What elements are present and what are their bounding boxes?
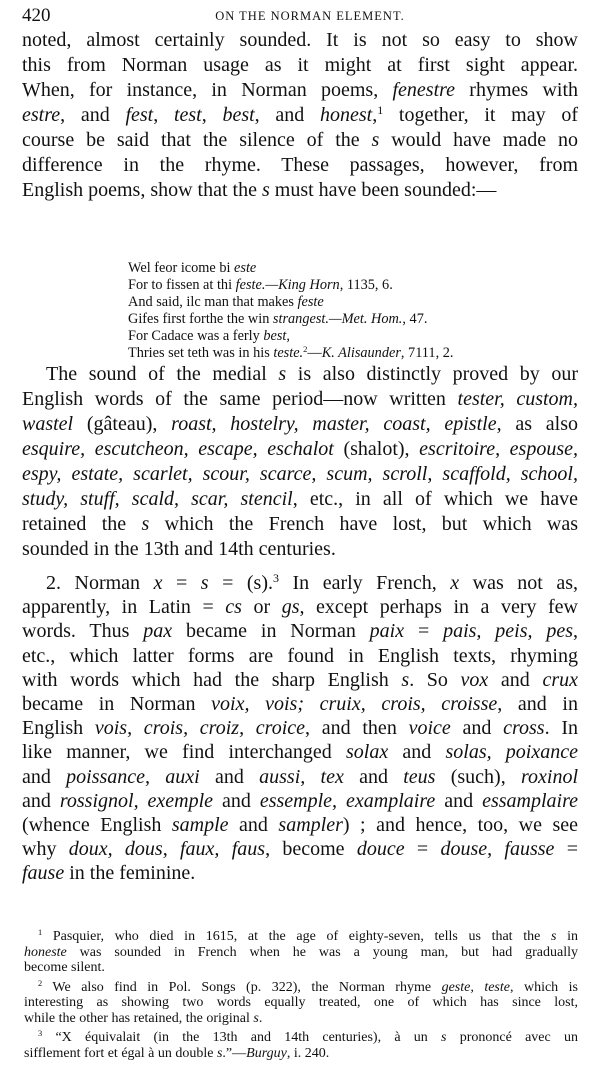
footnote-ref: 3 — [273, 570, 279, 585]
italic-run: s — [261, 179, 270, 201]
italic-run: paix — [369, 620, 405, 643]
text-run: , and in — [497, 693, 578, 716]
text-run: For Cadace was a ferly — [128, 328, 264, 344]
text-run: retained the — [22, 513, 142, 535]
text-run: , — [573, 620, 579, 643]
italic-run: cross — [503, 717, 545, 740]
italic-run: tester, custom, — [457, 388, 578, 410]
italic-run: estre — [22, 104, 61, 126]
text-line — [22, 692, 578, 716]
text-run: was not as, — [459, 572, 578, 594]
italic-run: teste. — [273, 345, 304, 361]
text-run: or — [241, 596, 282, 619]
text-run: (whence English — [22, 814, 172, 837]
text-run: When, for instance, in Norman poems, — [22, 79, 393, 101]
text-run: And said, ilc man that makes — [128, 294, 298, 310]
text-line — [22, 813, 578, 837]
italic-run: s — [216, 1045, 223, 1061]
italic-run: strangest.—Met. Hom. — [272, 311, 403, 327]
text-run: (shalot), — [333, 438, 420, 460]
text-line — [22, 362, 578, 387]
italic-run: doux, dous, faux, faus — [68, 838, 266, 861]
text-run: would have made no — [379, 129, 578, 151]
italic-run: s — [551, 929, 557, 944]
text-line — [128, 294, 453, 311]
text-run: , and — [60, 104, 126, 126]
italic-run: s — [253, 1010, 259, 1026]
text-line — [128, 277, 453, 294]
text-run: Thries set teth was in his — [128, 345, 274, 361]
italic-run: best — [222, 104, 255, 126]
text-line — [22, 128, 578, 153]
italic-run: vois, crois, croiz, croice — [94, 717, 306, 740]
text-run: , — [201, 104, 223, 126]
text-run: and — [343, 765, 404, 788]
italic-run: essamplaire — [482, 789, 578, 812]
text-line — [22, 595, 578, 619]
italic-run: s — [200, 572, 209, 594]
text-run: and — [488, 668, 543, 691]
footnote-ref: 2 — [38, 978, 43, 988]
italic-run: crux — [542, 668, 578, 691]
text-line — [24, 1046, 578, 1062]
text-line — [22, 153, 578, 178]
text-run: is also distinctly proved by our — [286, 363, 578, 385]
footnote-ref: 2 — [303, 343, 308, 354]
text-line — [128, 328, 453, 345]
text-line — [22, 837, 578, 861]
italic-run: x — [153, 572, 163, 594]
text-run: prononcé avec un — [446, 1030, 578, 1045]
text-run: in — [556, 929, 578, 944]
italic-run: s — [441, 1030, 447, 1045]
text-line — [24, 929, 578, 945]
text-run: difference in the rhyme. These passages, however, from — [22, 154, 578, 176]
text-run: and — [213, 789, 260, 812]
text-run: , i. 240. — [286, 1045, 330, 1061]
text-run: which the French have lost, but which was — [149, 513, 578, 535]
paragraph-medial-s — [22, 362, 578, 562]
italic-run: roast, hostelry, master, coast, epistle — [171, 413, 497, 435]
text-run: = — [554, 838, 579, 861]
paragraph-continuation — [22, 28, 578, 203]
text-run: together, it may of — [383, 104, 578, 126]
italic-run: wastel — [22, 413, 74, 435]
text-run: became in Norman — [172, 620, 370, 643]
italic-run: K. Alisaunder — [321, 345, 401, 361]
text-line — [22, 512, 578, 537]
italic-run: s — [371, 129, 380, 151]
text-run: , which is — [509, 979, 579, 995]
text-run: words. Thus — [22, 620, 144, 643]
text-run: (such), — [435, 765, 521, 788]
italic-run: roxinol — [520, 765, 578, 788]
text-run: English words of the same period—now written — [22, 388, 458, 410]
italic-run: espy, estate, scarlet, scour, scarce, scum, scroll, scaffold, school, — [22, 463, 578, 485]
italic-run: s — [278, 363, 287, 385]
text-run: , etc., in all of which we have — [292, 488, 579, 510]
text-line — [24, 960, 578, 976]
text-run: , 47. — [402, 311, 428, 327]
italic-run: x — [450, 572, 460, 594]
text-run: Gifes first forthe the win — [128, 311, 273, 327]
italic-run: pais, peis, pes — [443, 620, 574, 643]
text-run: = — [162, 572, 201, 594]
text-line — [128, 311, 453, 328]
text-run: like manner, we find interchanged — [22, 741, 346, 764]
italic-run: Burguy — [246, 1045, 287, 1061]
text-line — [22, 387, 578, 412]
text-line — [22, 28, 578, 53]
italic-run: s — [141, 513, 150, 535]
text-line — [22, 178, 578, 203]
text-run: ) ; and hence, too, we see — [342, 814, 578, 837]
text-run: while the other has retained, the original — [24, 1010, 254, 1026]
footnote-ref: 3 — [38, 1028, 43, 1038]
footnote-1 — [24, 929, 578, 976]
text-run: this from Norman usage as it might at first sight appear. — [22, 54, 578, 76]
italic-run: essemple, examplaire — [259, 789, 436, 812]
text-run: English — [22, 717, 95, 740]
text-run: in the feminine. — [64, 862, 196, 885]
text-run: and — [435, 789, 483, 812]
text-run: = — [404, 620, 444, 643]
text-run: must have been sounded:— — [269, 179, 497, 201]
text-run: , 1135, 6. — [339, 277, 393, 293]
text-run: = — [404, 838, 441, 861]
text-run: and — [450, 717, 504, 740]
text-run: and — [388, 741, 446, 764]
italic-run: honeste — [24, 944, 67, 960]
italic-run: teus — [403, 765, 436, 788]
text-run: . So — [409, 668, 461, 691]
text-line — [22, 861, 578, 885]
paragraph-norman-x — [22, 571, 578, 886]
italic-run: test — [173, 104, 202, 126]
text-run: became in Norman — [22, 693, 212, 716]
text-run: , — [372, 104, 378, 126]
text-run: noted, almost certainly sounded. It is not so easy to show — [22, 29, 578, 51]
italic-run: este — [234, 260, 257, 276]
text-line — [22, 644, 578, 668]
text-run: etc., which latter forms are found in English texts, rhyming — [22, 644, 578, 667]
italic-run: study, stuff, scald, scar, stencil — [22, 488, 293, 510]
italic-run: feste — [297, 294, 324, 310]
text-run: .”— — [222, 1045, 247, 1061]
text-run: and — [199, 765, 260, 788]
text-run: sounded in the 13th and 14th centuries. — [22, 538, 336, 560]
text-run: , and — [254, 104, 320, 126]
italic-run: solas, poixance — [445, 741, 578, 764]
text-line — [22, 789, 578, 813]
text-run: why — [22, 838, 69, 861]
text-run: , become — [265, 838, 357, 861]
text-line — [22, 619, 578, 643]
text-run: and — [228, 814, 279, 837]
text-run: with words which had the sharp English — [22, 668, 402, 691]
text-line — [128, 345, 453, 362]
italic-run: fenestre — [392, 79, 456, 101]
text-run: English poems, show that the — [22, 179, 262, 201]
footnote-3 — [24, 1030, 578, 1061]
italic-run: fest — [125, 104, 154, 126]
text-line — [24, 945, 578, 961]
text-line — [22, 437, 578, 462]
text-run: , 7111, 2. — [400, 345, 454, 361]
footnote-2 — [24, 980, 578, 1027]
text-line — [24, 1030, 578, 1046]
text-line — [22, 740, 578, 764]
italic-run: rossignol, exemple — [59, 789, 214, 812]
text-line — [22, 668, 578, 692]
italic-run: cs — [225, 596, 242, 619]
text-line — [22, 103, 578, 128]
text-run: rhymes with — [455, 79, 578, 101]
text-run: For to fissen at thi — [128, 277, 236, 293]
text-line — [22, 765, 578, 789]
text-run: , except perhaps in a very few — [299, 596, 579, 619]
text-run: become silent. — [24, 960, 105, 975]
text-line — [22, 716, 578, 740]
italic-run: esquire, escutcheon, escape, eschalot — [22, 438, 334, 460]
text-line — [24, 1011, 578, 1027]
text-run: sifflement fort et égal à un double — [24, 1045, 217, 1061]
text-line — [22, 487, 578, 512]
text-run: The sound of the medial — [46, 363, 279, 385]
text-run: and — [22, 789, 60, 812]
text-run: and — [22, 765, 67, 788]
italic-run: voice — [408, 717, 451, 740]
text-run: was sounded in French when he was a young man, but had gradually — [66, 944, 578, 960]
italic-run: feste.—King Horn — [235, 277, 340, 293]
text-run: Wel feor icome bi — [128, 260, 235, 276]
italic-run: vox — [460, 668, 489, 691]
footnote-ref: 1 — [377, 102, 384, 117]
text-line — [24, 995, 578, 1011]
italic-run: escritoire, espouse, — [419, 438, 579, 460]
text-run: In early French, — [279, 572, 451, 594]
text-run: , — [153, 104, 174, 126]
text-run: “X équivalait (in the 13th and 14th centuries), à un — [42, 1030, 442, 1045]
text-run: , as also — [496, 413, 578, 435]
italic-run: solax — [345, 741, 389, 764]
italic-run: geste, teste — [441, 979, 510, 995]
text-run: , and then — [305, 717, 409, 740]
italic-run: pax — [143, 620, 173, 643]
text-run: Pasquier, who died in 1615, at the age of eighty-seven, tells us that the — [42, 929, 551, 944]
text-line — [22, 78, 578, 103]
text-run: = (s). — [208, 572, 273, 594]
footnotes — [24, 929, 578, 1065]
italic-run: aussi, tex — [259, 765, 344, 788]
italic-run: poissance, auxi — [66, 765, 200, 788]
text-line — [24, 980, 578, 996]
page-number: 420 — [22, 5, 51, 26]
italic-run: s — [401, 668, 410, 691]
italic-run: sampler — [278, 814, 343, 837]
text-run: , — [286, 328, 290, 344]
text-line — [22, 462, 578, 487]
text-run: . In — [544, 717, 578, 740]
italic-run: douse, fausse — [440, 838, 555, 861]
text-line — [22, 53, 578, 78]
text-line — [22, 571, 578, 595]
text-run: We also find in Pol. Songs (p. 322), the Norman rhyme — [42, 979, 442, 995]
text-run: (gâteau), — [73, 413, 172, 435]
text-line — [128, 260, 453, 277]
italic-run: gs — [281, 596, 300, 619]
text-line — [22, 412, 578, 437]
text-run: . — [258, 1010, 263, 1026]
italic-run: best — [263, 328, 287, 344]
italic-run: douce — [356, 838, 405, 861]
italic-run: fause — [22, 862, 65, 885]
running-title: ON THE NORMAN ELEMENT. — [215, 9, 405, 23]
text-run: course be said that the silence of the — [22, 129, 372, 151]
text-run: apparently, in Latin = — [22, 596, 226, 619]
verse-quotation — [128, 260, 453, 362]
italic-run: sample — [171, 814, 229, 837]
text-run: — — [307, 345, 322, 361]
text-run: 2. Norman — [46, 572, 154, 594]
italic-run: honest — [319, 104, 373, 126]
text-line — [22, 537, 578, 562]
footnote-ref: 1 — [38, 927, 43, 937]
text-run: interesting as showing two words equally treated, one of which has since lost, — [24, 995, 578, 1010]
italic-run: voix, vois; cruix, crois, croisse — [211, 693, 498, 716]
